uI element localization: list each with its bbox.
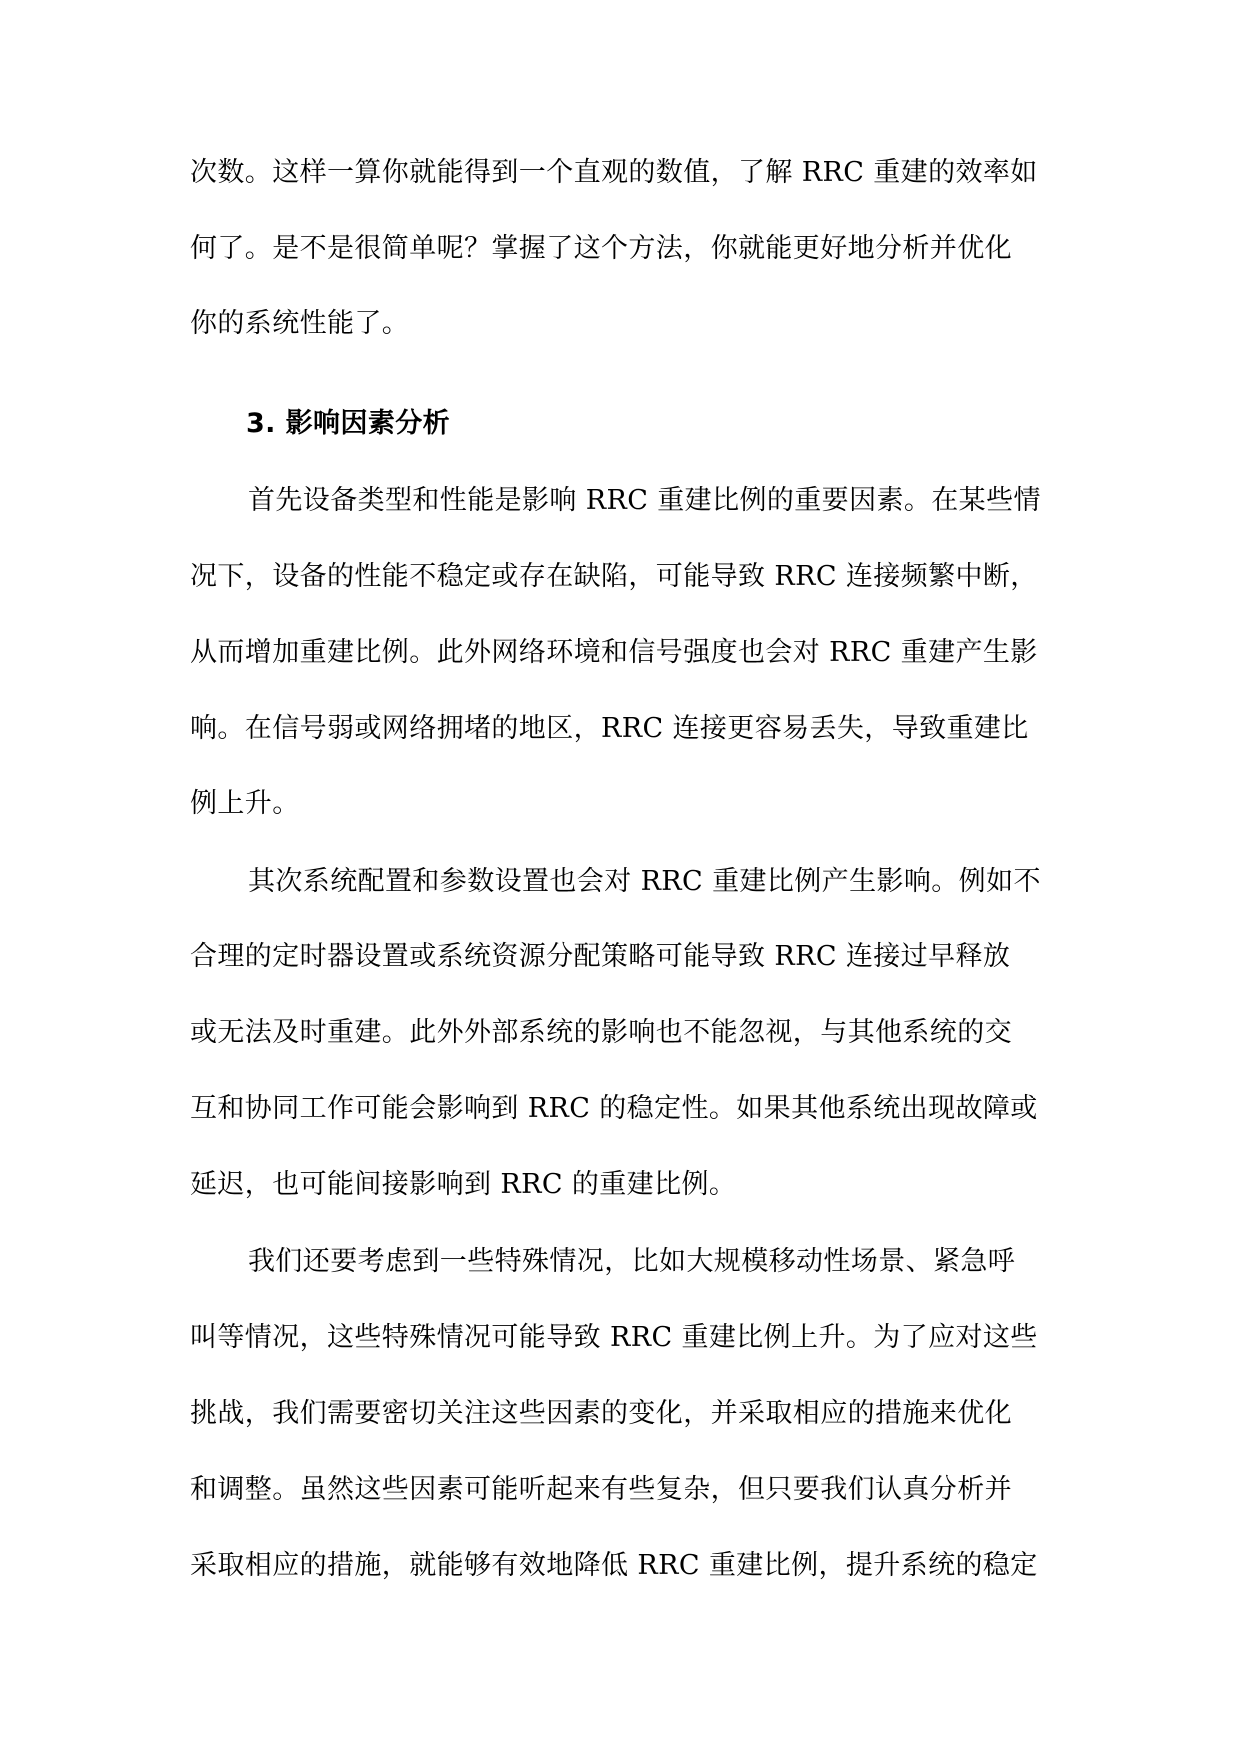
text-line: 何了。是不是很简单呢？掌握了这个方法，你就能更好地分析并优化 xyxy=(190,233,1012,264)
text-line: 例上升。 xyxy=(190,788,300,819)
text-line: 从而增加重建比例。此外网络环境和信号强度也会对 RRC 重建产生影 xyxy=(190,637,1038,668)
text-line: 和调整。虽然这些因素可能听起来有些复杂，但只要我们认真分析并 xyxy=(190,1474,1012,1505)
text-line: 或无法及时重建。此外外部系统的影响也不能忽视，与其他系统的交 xyxy=(190,1017,1012,1048)
text-line: 合理的定时器设置或系统资源分配策略可能导致 RRC 连接过早释放 xyxy=(190,941,1011,972)
text-line: 次数。这样一算你就能得到一个直观的数值，了解 RRC 重建的效率如 xyxy=(190,157,1038,188)
text-line: 响。在信号弱或网络拥堵的地区，RRC 连接更容易丢失，导致重建比 xyxy=(190,713,1029,744)
text-line: 其次系统配置和参数设置也会对 RRC 重建比例产生影响。例如不 xyxy=(248,866,1041,897)
text-line: 首先设备类型和性能是影响 RRC 重建比例的重要因素。在某些情 xyxy=(248,485,1041,516)
section-heading: 3. 影响因素分析 xyxy=(246,408,451,439)
text-line: 叫等情况，这些特殊情况可能导致 RRC 重建比例上升。为了应对这些 xyxy=(190,1322,1038,1353)
text-line: 挑战，我们需要密切关注这些因素的变化，并采取相应的措施来优化 xyxy=(190,1398,1012,1429)
text-line: 我们还要考虑到一些特殊情况，比如大规模移动性场景、紧急呼 xyxy=(248,1246,1016,1277)
text-line: 采取相应的措施，就能够有效地降低 RRC 重建比例，提升系统的稳定 xyxy=(190,1550,1038,1581)
text-line: 你的系统性能了。 xyxy=(190,308,410,339)
text-line: 延迟，也可能间接影响到 RRC 的重建比例。 xyxy=(190,1169,737,1200)
text-line: 互和协同工作可能会影响到 RRC 的稳定性。如果其他系统出现故障或 xyxy=(190,1093,1038,1124)
text-line: 况下，设备的性能不稳定或存在缺陷，可能导致 RRC 连接频繁中断， xyxy=(190,561,1038,592)
